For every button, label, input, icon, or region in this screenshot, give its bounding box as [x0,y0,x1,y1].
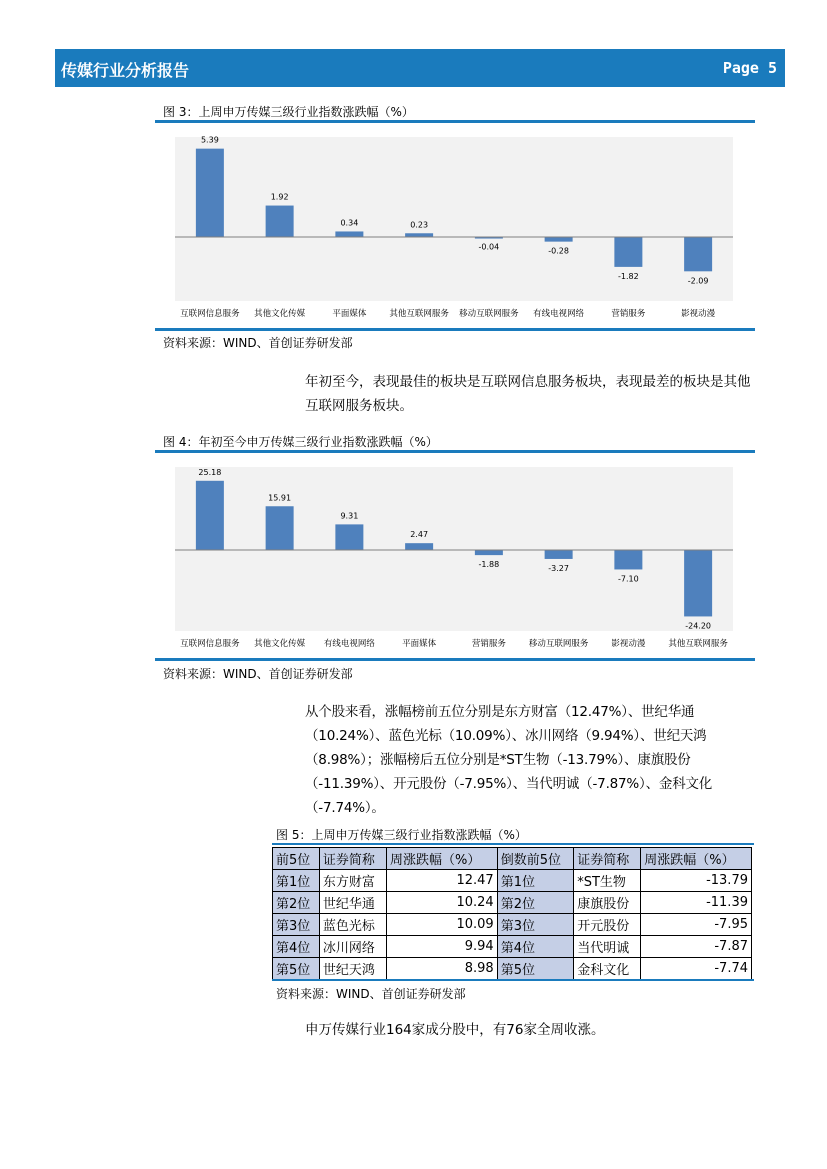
table-row [273,870,752,892]
data-label: 0.34 [340,218,359,228]
data-label: -0.04 [478,242,500,252]
bar [684,550,712,616]
table-cell: 12.47 [387,870,498,892]
table-header-cell: 周涨跌幅（%） [387,848,498,870]
category-label: 其他文化传媒 [254,639,306,649]
table-row [273,958,752,980]
category-label: 互联网信息服务 [180,639,240,649]
data-label: 9.31 [340,511,359,521]
figure-4-bottom-rule [155,658,755,661]
figure-4-source: 资料来源：WIND、首创证券研发部 [163,667,353,681]
data-label: -24.20 [685,621,712,631]
table-cell: 世纪华通 [319,892,386,914]
table-cell: -7.87 [641,936,752,958]
bar [405,543,433,550]
bar [684,237,712,271]
bar [196,149,224,237]
category-label: 影视动漫 [681,309,716,319]
table-header-row [273,848,752,870]
table-cell: 冰川网络 [319,936,386,958]
table-cell: 第5位 [273,958,320,980]
table-cell: 第1位 [273,870,320,892]
table-cell: 蓝色光标 [319,914,386,936]
paragraph-sector-summary: 年初至今，表现最佳的板块是互联网信息服务板块，表现最差的板块是其他互联网服务板块。 [305,374,751,414]
figure-5-bottom-rule [272,979,754,981]
table-cell: 世纪天鸿 [319,958,386,980]
category-label: 营销服务 [611,309,646,319]
paragraph-stock-ranking: 从个股来看，涨幅榜前五位分别是东方财富（12.47%）、世纪华通（10.24%）、蓝色光标（10.09%）、冰川网络（9.94%）、世纪天鸿（8.98%）；涨幅榜后五位分别是*ST生物（-13.79%）、康旗股份（-11.39%）、开元股份（-7.95%）、当代明诚（-7.87%）、金科文化（-7.74%）。 [305,704,713,816]
figure-5-source: 资料来源：WIND、首创证券研发部 [276,987,466,1001]
table-cell: 10.09 [387,914,498,936]
category-label: 平面媒体 [402,639,437,649]
figure-3-bottom-rule [155,328,755,331]
table-row [273,936,752,958]
table-header-cell: 证券简称 [574,848,641,870]
ranking-table [272,847,752,980]
category-label: 有线电视网络 [533,309,585,319]
bar [335,231,363,237]
data-label: -3.27 [548,563,569,573]
bar [614,550,642,570]
category-label: 其他互联网服务 [389,309,449,319]
table-cell: 康旗股份 [574,892,641,914]
table-header-cell: 周涨跌幅（%） [641,848,752,870]
table-cell: 第2位 [273,892,320,914]
category-label: 有线电视网络 [323,639,375,649]
data-label: -2.09 [687,276,709,286]
figure-3-source: 资料来源：WIND、首创证券研发部 [163,336,353,350]
table-cell: 开元股份 [574,914,641,936]
category-label: 其他文化传媒 [254,309,306,319]
category-label: 移动互联网服务 [459,309,519,319]
report-header [55,49,785,87]
category-label: 其他互联网服务 [668,639,728,649]
bar [545,237,573,242]
table-cell: 第4位 [273,936,320,958]
category-label: 移动互联网服务 [528,639,589,649]
figure-5-top-rule [272,843,754,845]
category-label: 平面媒体 [332,309,367,319]
bar [405,233,433,237]
data-label: -1.88 [478,560,500,570]
table-cell: -13.79 [641,870,752,892]
table-row [273,914,752,936]
paragraph-constituents: 申万传媒行业164家成分股中，有76家全周收涨。 [305,1022,605,1038]
figure-3-chart [155,123,755,328]
report-title: 传媒行业分析报告 [61,61,190,80]
table-cell: 第3位 [497,914,573,936]
table-cell: -7.74 [641,958,752,980]
data-label: 2.47 [410,530,429,540]
table-cell: 金科文化 [574,958,641,980]
category-label: 互联网信息服务 [180,309,240,319]
table-header-cell: 倒数前5位 [497,848,573,870]
table-cell: *ST生物 [574,870,641,892]
data-label: -7.10 [618,574,639,584]
category-label: 影视动漫 [611,639,646,649]
table-cell: 东方财富 [319,870,386,892]
data-label: 5.39 [200,135,219,145]
category-label: 营销服务 [471,639,506,649]
table-cell: 10.24 [387,892,498,914]
table-row [273,892,752,914]
bar [614,237,642,267]
table-cell: 第1位 [497,870,573,892]
plot-area [175,467,733,631]
bar [266,206,294,237]
figure-3-title: 图 3：上周申万传媒三级行业指数涨跌幅（%） [163,105,414,119]
table-cell: 第2位 [497,892,573,914]
table-header-cell: 证券简称 [319,848,386,870]
bar [266,506,294,550]
figure-5-title: 图 5：上周申万传媒三级行业指数涨跌幅（%） [276,828,527,842]
table-cell: 第5位 [497,958,573,980]
table-header-cell: 前5位 [273,848,320,870]
data-label: 1.92 [270,192,289,202]
page-number: Page 5 [722,59,777,77]
table-cell: -11.39 [641,892,752,914]
figure-4-chart [155,453,755,658]
figure-4-title: 图 4：年初至今申万传媒三级行业指数涨跌幅（%） [163,435,438,449]
bar [475,550,503,555]
table-cell: 8.98 [387,958,498,980]
data-label: -1.82 [618,271,639,281]
data-label: 0.23 [410,220,429,230]
table-cell: 9.94 [387,936,498,958]
table-cell: 第4位 [497,936,573,958]
bar [335,524,363,550]
table-cell: 当代明诚 [574,936,641,958]
data-label: 15.91 [268,493,292,503]
table-cell: 第3位 [273,914,320,936]
table-cell: -7.95 [641,914,752,936]
plot-area [175,137,733,301]
data-label: 25.18 [198,467,222,477]
bar [196,481,224,550]
bar [545,550,573,559]
data-label: -0.28 [548,246,569,256]
